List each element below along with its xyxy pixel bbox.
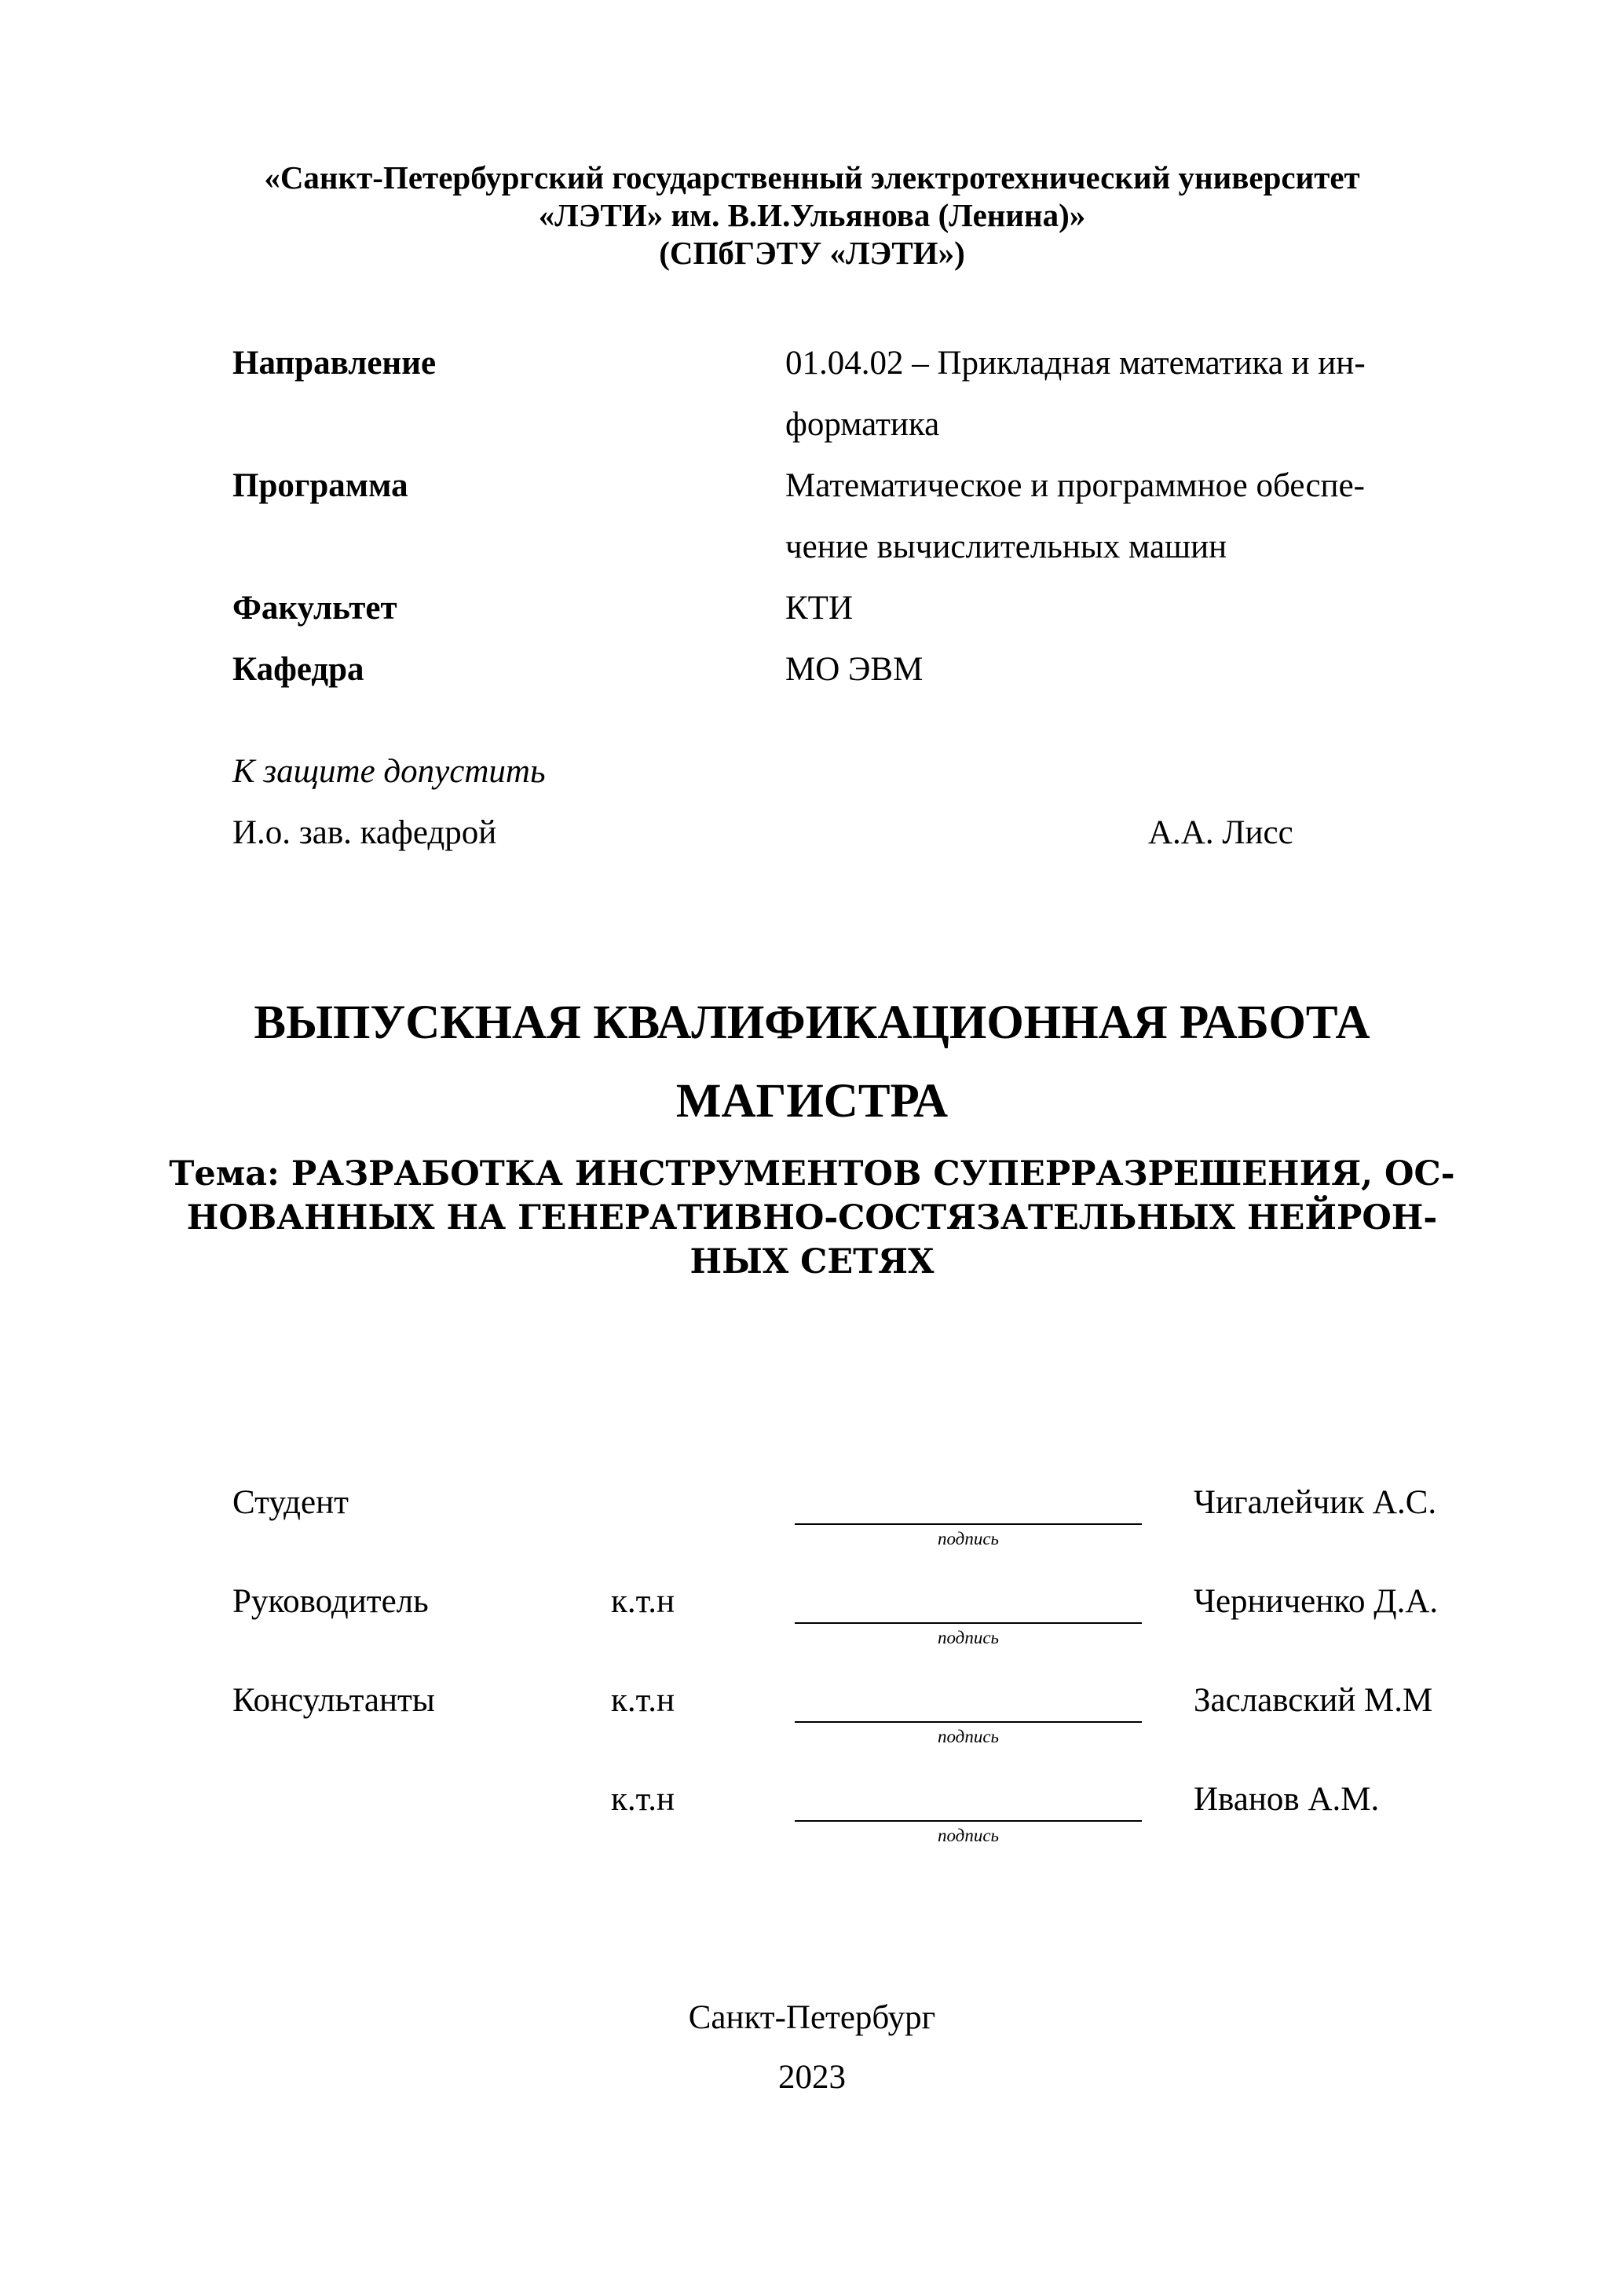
program-value-line2: чение вычислительных машин bbox=[785, 528, 1227, 565]
direction-value-line2: форматика bbox=[785, 406, 940, 443]
signature-hint: подпись bbox=[937, 1727, 999, 1746]
signature-line bbox=[795, 1721, 1142, 1723]
signature-degree: к.т.н bbox=[611, 1781, 675, 1818]
footer-city: Санкт-Петербург bbox=[688, 1999, 936, 2036]
signature-role: Студент bbox=[232, 1484, 349, 1521]
topic-line2: НОВАННЫХ НА ГЕНЕРАТИВНО-СОСТЯЗАТЕЛЬНЫХ НЕЙРОН- bbox=[186, 1198, 1438, 1238]
program-value-line1: Математическое и программное обеспе- bbox=[785, 467, 1365, 504]
signature-hint: подпись bbox=[937, 1529, 999, 1548]
signature-degree: к.т.н bbox=[611, 1682, 675, 1719]
direction-label: Направление bbox=[232, 345, 437, 382]
university-abbreviation: (СПбГЭТУ «ЛЭТИ») bbox=[659, 235, 965, 271]
signature-role: Консультанты bbox=[232, 1682, 435, 1719]
signature-role: Руководитель bbox=[232, 1583, 429, 1620]
signature-degree: к.т.н bbox=[611, 1583, 675, 1620]
department-label: Кафедра bbox=[232, 651, 364, 688]
signature-line bbox=[795, 1820, 1142, 1822]
footer-year: 2023 bbox=[778, 2059, 846, 2096]
signature-hint: подпись bbox=[937, 1628, 999, 1647]
signature-line bbox=[795, 1622, 1142, 1624]
signature-name: Чигалейчик А.С. bbox=[1194, 1484, 1437, 1521]
approval-name: А.А. Лисс bbox=[1148, 814, 1293, 851]
faculty-value: КТИ bbox=[785, 590, 853, 627]
signature-hint: подпись bbox=[937, 1826, 999, 1845]
topic-line1: Тема: РАЗРАБОТКА ИНСТРУМЕНТОВ СУПЕРРАЗРЕШЕНИЯ, ОС- bbox=[169, 1154, 1455, 1194]
topic-line3: НЫХ СЕТЯХ bbox=[689, 1242, 935, 1281]
thesis-title-line2: МАГИСТРА bbox=[675, 1075, 949, 1128]
faculty-label: Факультет bbox=[232, 590, 397, 627]
approval-role: И.о. зав. кафедрой bbox=[232, 814, 497, 851]
approval-heading: К защите допустить bbox=[232, 753, 546, 790]
signature-line bbox=[795, 1523, 1142, 1525]
university-name-line2: «ЛЭТИ» им. В.И.Ульянова (Ленина)» bbox=[538, 197, 1086, 233]
department-value: МО ЭВМ bbox=[785, 651, 924, 688]
program-label: Программа bbox=[232, 467, 408, 504]
signature-name: Иванов А.М. bbox=[1194, 1781, 1380, 1818]
signature-name: Заславский М.М bbox=[1194, 1682, 1433, 1719]
university-name-line1: «Санкт-Петербургский государственный электротехнический университет bbox=[264, 159, 1360, 196]
direction-value-line1: 01.04.02 – Прикладная математика и ин- bbox=[785, 345, 1366, 382]
thesis-title-line1: ВЫПУСКНАЯ КВАЛИФИКАЦИОННАЯ РАБОТА bbox=[254, 996, 1370, 1049]
signature-name: Черниченко Д.А. bbox=[1194, 1583, 1439, 1620]
